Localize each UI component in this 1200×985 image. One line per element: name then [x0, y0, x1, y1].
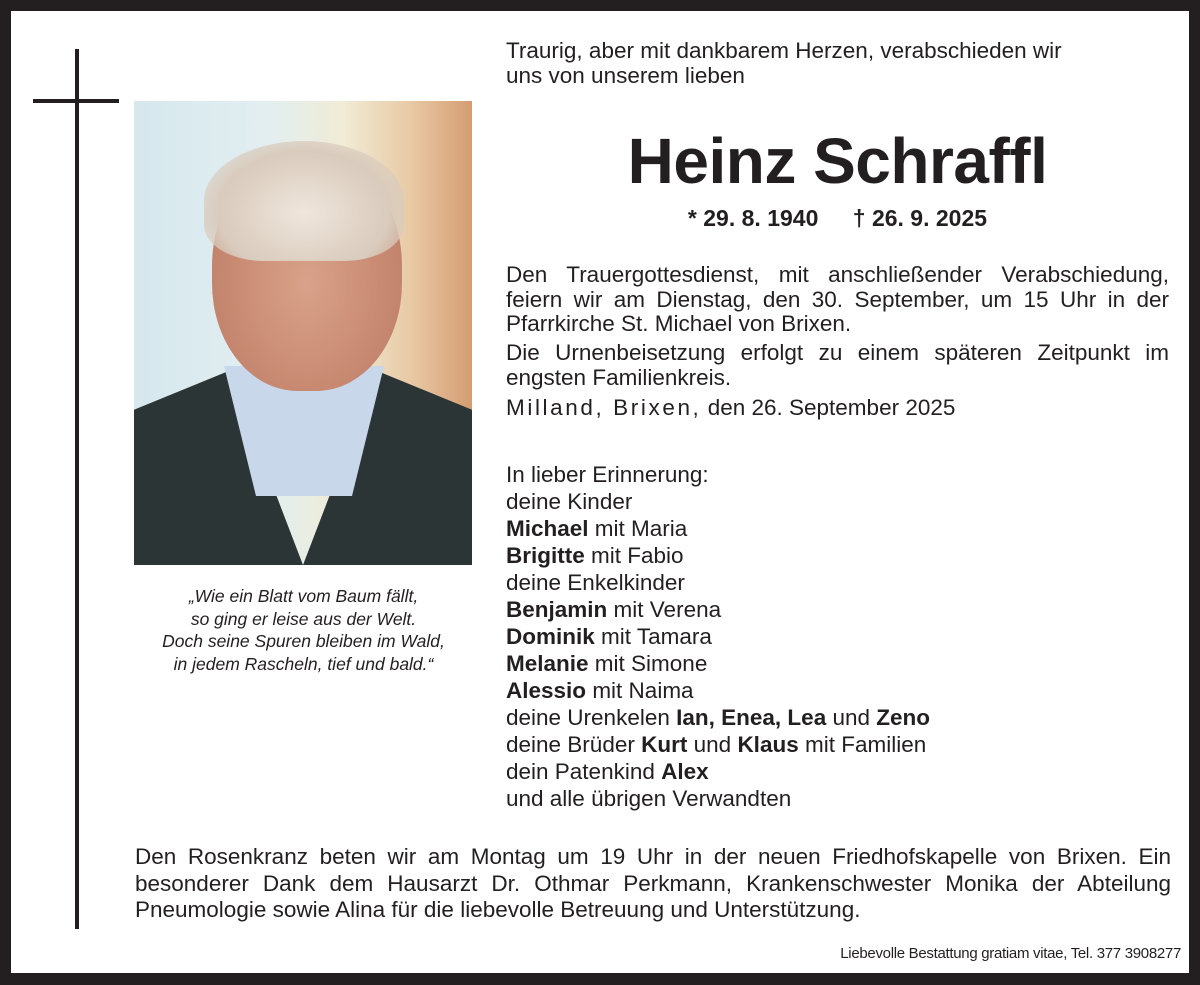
- quote-line: „Wie ein Blatt vom Baum fällt,: [188, 586, 419, 606]
- funeral-service-text: Den Trauergottesdienst, mit anschließender Verabschiedung, feiern wir am Dienstag, den 30. September, um 15 Uhr in der Pfarrkirche St. Michael von Brixen.: [506, 262, 1169, 336]
- place: Milland, Brixen,: [506, 395, 702, 420]
- photo-hair: [204, 141, 404, 261]
- family-heading: In lieber Erinnerung:: [506, 462, 709, 487]
- memorial-quote: [121, 585, 486, 675]
- family-member: [506, 596, 1169, 623]
- member-name: Alessio: [506, 678, 587, 703]
- quote-line: Doch seine Spuren bleiben im Wald,: [162, 631, 445, 651]
- date: den 26. September 2025: [707, 395, 956, 420]
- deceased-name: Heinz Schraffl: [627, 125, 1048, 197]
- godchild: [506, 758, 1169, 785]
- conjunction: und: [832, 705, 871, 730]
- cross-icon-horizontal: [33, 99, 119, 103]
- brother-name: Klaus: [737, 732, 799, 757]
- family-member: [506, 650, 1169, 677]
- portrait-photo: [134, 101, 472, 565]
- godchild-name: Alex: [661, 759, 709, 784]
- birth-date: * 29. 8. 1940: [687, 205, 819, 231]
- member-partner: mit Tamara: [601, 624, 712, 649]
- member-name: Brigitte: [506, 543, 585, 568]
- member-name: Dominik: [506, 624, 595, 649]
- member-partner: mit Maria: [594, 516, 688, 541]
- other-relatives: und alle übrigen Verwandten: [506, 786, 792, 811]
- family-member: [506, 623, 1169, 650]
- brothers: [506, 731, 1169, 758]
- great-grandchildren-names: Ian, Enea, Lea: [676, 705, 827, 730]
- great-grandchild-name: Zeno: [876, 705, 931, 730]
- member-name: Melanie: [506, 651, 589, 676]
- grandchildren-label: deine Enkelkinder: [506, 570, 685, 595]
- great-grandchildren: [506, 704, 1169, 731]
- member-partner: mit Verena: [613, 597, 722, 622]
- family-member: [506, 677, 1169, 704]
- place-date: [506, 396, 1169, 421]
- intro-text: [506, 39, 1169, 88]
- quote-line: in jedem Rascheln, tief und bald.“: [173, 653, 434, 674]
- member-partner: mit Fabio: [591, 543, 684, 568]
- brothers-label: deine Brüder: [506, 732, 635, 757]
- intro-line: uns von unserem lieben: [506, 62, 745, 88]
- life-dates: [506, 204, 1169, 232]
- great-grandchildren-label: deine Urenkelen: [506, 705, 670, 730]
- family-member: [506, 515, 1169, 542]
- cross-icon-vertical: [75, 49, 79, 929]
- brothers-suffix: mit Familien: [804, 732, 927, 757]
- conjunction: und: [693, 732, 732, 757]
- children-label: deine Kinder: [506, 489, 633, 514]
- funeral-home-credit: Liebevolle Bestattung gratiam vitae, Tel. 377 3908277: [840, 945, 1181, 962]
- intro-line: Traurig, aber mit dankbarem Herzen, verabschieden wir: [506, 38, 1062, 63]
- obituary-notice: [11, 11, 1189, 973]
- member-partner: mit Naima: [592, 678, 694, 703]
- urn-burial-text: Die Urnenbeisetzung erfolgt zu einem späteren Zeitpunkt im engsten Familienkreis.: [506, 340, 1169, 390]
- brother-name: Kurt: [641, 732, 688, 757]
- member-name: Benjamin: [506, 597, 608, 622]
- godchild-label: dein Patenkind: [506, 759, 655, 784]
- member-name: Michael: [506, 516, 589, 541]
- family-member: [506, 542, 1169, 569]
- family-list: [506, 461, 1169, 812]
- rosary-thanks-text: Den Rosenkranz beten wir am Montag um 19 Uhr in der neuen Friedhofskapelle von Brixen. Ein besonderer Dank dem Hausarzt Dr. Othmar Perkmann, Krankenschwester Monika der Abteilung Pneumologie sowie Alina für die liebevolle Betreuung und Unterstützung.: [135, 844, 1171, 922]
- quote-line: so ging er leise aus der Welt.: [190, 608, 417, 629]
- death-date: † 26. 9. 2025: [852, 205, 988, 231]
- member-partner: mit Simone: [594, 651, 708, 676]
